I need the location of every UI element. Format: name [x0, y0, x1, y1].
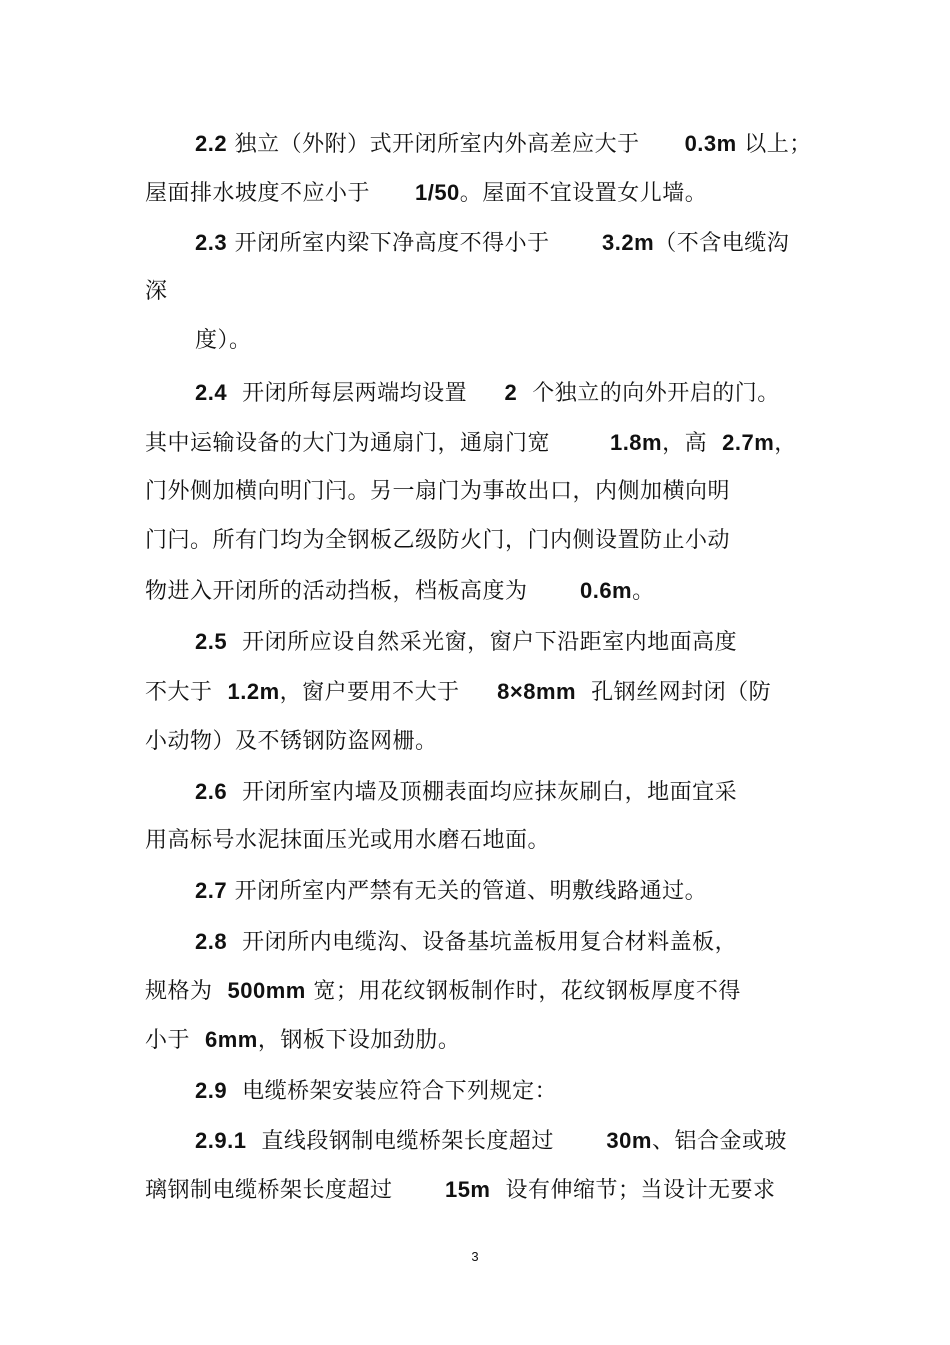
text-line: 用高标号水泥抹面压光或用水磨石地面。 [145, 828, 551, 853]
page-number: 3 [471, 1249, 479, 1264]
text-line: 门闩。所有门均为全钢板乙级防火门，门内侧设置防止小动 [145, 528, 731, 553]
text-line: 门外侧加横向明门闩。另一扇门为事故出口，内侧加横向明 [145, 479, 731, 504]
text-line: 2.6 开闭所室内墙及顶棚表面均应抹灰刷白，地面宜采 [195, 779, 738, 805]
text-line: 小于 6mm，钢板下设加劲肋。 [145, 1027, 461, 1053]
text-line: 2.3 开闭所室内梁下净高度不得小于 3.2m（不含电缆沟 [195, 230, 790, 256]
text-line: 其中运输设备的大门为通扇门，通扇门宽 1.8m，高 2.7m， [145, 430, 797, 456]
text-line: 2.4 开闭所每层两端均设置 2 个独立的向外开启的门。 [195, 380, 780, 406]
text-line: 深 [145, 279, 168, 304]
text-line: 2.8 开闭所内电缆沟、设备基坑盖板用复合材料盖板， [195, 929, 738, 955]
text-line: 物进入开闭所的活动挡板，档板高度为 0.6m。 [145, 578, 655, 604]
text-line: 小动物）及不锈钢防盗网栅。 [145, 729, 438, 754]
text-line: 2.7 开闭所室内严禁有无关的管道、明敷线路通过。 [195, 878, 708, 904]
text-line: 2.9 电缆桥架安装应符合下列规定： [195, 1078, 558, 1104]
text-line: 规格为 500mm 宽；用花纹钢板制作时，花纹钢板厚度不得 [145, 978, 741, 1004]
text-line: 璃钢制电缆桥架长度超过 15m 设有伸缩节；当设计无要求 [145, 1177, 776, 1203]
text-line: 2.2 独立（外附）式开闭所室内外高差应大于 0.3m 以上； [195, 131, 812, 157]
text-line: 2.9.1 直线段钢制电缆桥架长度超过 30m、铝合金或玻 [195, 1128, 787, 1154]
text-line: 屋面排水坡度不应小于 1/50。屋面不宜设置女儿墙。 [145, 180, 708, 206]
text-line: 不大于 1.2m，窗户要用不大于 8×8mm 孔钢丝网封闭（防 [145, 679, 772, 705]
text-line: 度）。 [195, 328, 252, 353]
text-line: 2.5 开闭所应设自然采光窗，窗户下沿距室内地面高度 [195, 629, 738, 655]
